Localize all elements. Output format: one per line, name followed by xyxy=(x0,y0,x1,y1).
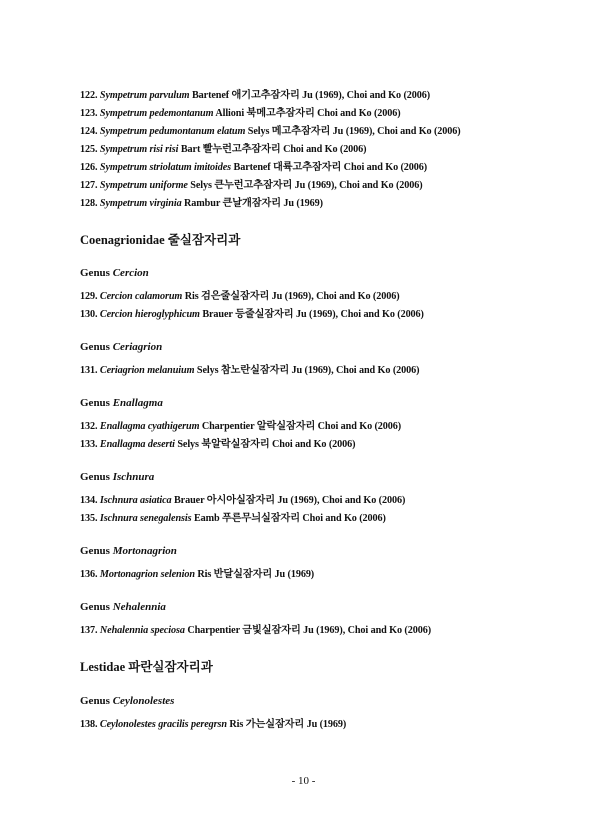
entry-number: 138. xyxy=(80,719,98,730)
species-name: Enallagma deserti xyxy=(99,439,175,450)
species-name: Enallagma cyathigerum xyxy=(99,421,200,432)
author-and-reference: Ris 가는실잠자리 Ju (1969) xyxy=(229,719,347,730)
species-name: Sympetrum risi risi xyxy=(99,144,179,155)
entry-number: 137. xyxy=(80,625,98,636)
species-name: Ceylonolestes gracilis peregrsn xyxy=(99,719,227,730)
genus-label: Genus xyxy=(80,601,110,613)
entry-number: 125. xyxy=(80,144,98,155)
entry-number: 130. xyxy=(80,309,98,320)
author-and-reference: Selys 참노란실잠자리 Ju (1969), Choi and Ko (2006) xyxy=(196,365,420,376)
entry-number: 133. xyxy=(80,439,98,450)
author-and-reference: Selys 북알락실잠자리 Choi and Ko (2006) xyxy=(177,439,356,450)
species-entry xyxy=(80,176,423,191)
species-name: Sympetrum striolatum imitoides xyxy=(99,162,232,173)
species-entry xyxy=(80,509,386,524)
species-name: Sympetrum virginia xyxy=(99,198,182,209)
species-entry xyxy=(80,86,430,101)
entry-number: 124. xyxy=(80,126,98,137)
entry-number: 128. xyxy=(80,198,98,209)
author-and-reference: Eamb 푸른무늬실잠자리 Choi and Ko (2006) xyxy=(193,513,386,524)
species-name: Ischnura asiatica xyxy=(99,495,172,506)
genus-heading xyxy=(80,695,174,707)
genus-label: Genus xyxy=(80,471,110,483)
entry-number: 126. xyxy=(80,162,98,173)
author-and-reference: Charpentier 알락실잠자리 Choi and Ko (2006) xyxy=(201,421,402,432)
entry-number: 131. xyxy=(80,365,98,376)
species-name: Cercion calamorum xyxy=(99,291,183,302)
species-entry xyxy=(80,361,419,376)
species-name: Ischnura senegalensis xyxy=(99,513,192,524)
species-entry xyxy=(80,435,355,450)
author-and-reference: Selys 메고추잠자리 Ju (1969), Choi and Ko (2006) xyxy=(247,126,461,137)
genus-name: Enallagma xyxy=(112,397,163,409)
genus-name: Ischnura xyxy=(112,471,155,483)
species-name: Ceriagrion melanuium xyxy=(99,365,195,376)
author-and-reference: Brauer 등줄실잠자리 Ju (1969), Choi and Ko (2006) xyxy=(202,309,424,320)
author-and-reference: Bartenef 대륙고추잠자리 Choi and Ko (2006) xyxy=(233,162,428,173)
genus-name: Mortonagrion xyxy=(112,545,177,557)
species-name: Nehalennia speciosa xyxy=(99,625,185,636)
family-heading: Lestidae 파란실잠자리과 xyxy=(80,660,213,674)
entry-number: 136. xyxy=(80,569,98,580)
species-name: Sympetrum uniforme xyxy=(99,180,188,191)
species-entry xyxy=(80,287,400,302)
species-entry xyxy=(80,140,366,155)
genus-label: Genus xyxy=(80,267,110,279)
genus-heading xyxy=(80,267,149,279)
genus-name: Nehalennia xyxy=(112,601,166,613)
entry-number: 129. xyxy=(80,291,98,302)
species-name: Sympetrum pedemontanum xyxy=(99,108,214,119)
genus-name: Ceylonolestes xyxy=(112,695,175,707)
genus-label: Genus xyxy=(80,341,110,353)
species-name: Cercion hieroglyphicum xyxy=(99,309,200,320)
author-and-reference: Bartenef 애기고추잠자리 Ju (1969), Choi and Ko (2006) xyxy=(191,90,431,101)
species-entry xyxy=(80,104,401,119)
entry-number: 132. xyxy=(80,421,98,432)
page-number: - 10 - xyxy=(291,775,316,787)
species-entry xyxy=(80,621,431,636)
author-and-reference: Ris 검은줄실잠자리 Ju (1969), Choi and Ko (2006) xyxy=(184,291,400,302)
genus-heading xyxy=(80,471,154,483)
species-entry xyxy=(80,565,314,580)
author-and-reference: Brauer 아시아실잠자리 Ju (1969), Choi and Ko (2006) xyxy=(173,495,406,506)
genus-heading xyxy=(80,545,177,557)
author-and-reference: Rambur 큰날개잠자리 Ju (1969) xyxy=(184,198,323,209)
genus-heading xyxy=(80,341,162,353)
species-entry xyxy=(80,158,427,173)
author-and-reference: Selys 큰누런고추잠자리 Ju (1969), Choi and Ko (2006) xyxy=(190,180,423,191)
genus-label: Genus xyxy=(80,545,110,557)
species-name: Mortonagrion selenion xyxy=(99,569,195,580)
species-entry xyxy=(80,417,401,432)
genus-heading xyxy=(80,397,163,409)
genus-name: Cercion xyxy=(112,267,149,279)
author-and-reference: Bart 빨누런고추잠자리 Choi and Ko (2006) xyxy=(180,144,367,155)
species-entry xyxy=(80,305,424,320)
species-entry xyxy=(80,715,346,730)
author-and-reference: Charpentier 금빛실잠자리 Ju (1969), Choi and Ko (2006) xyxy=(187,625,431,636)
entry-number: 122. xyxy=(80,90,98,101)
entry-number: 127. xyxy=(80,180,98,191)
species-name: Sympetrum pedumontanum elatum xyxy=(99,126,246,137)
genus-label: Genus xyxy=(80,695,110,707)
species-entry xyxy=(80,491,405,506)
entry-number: 134. xyxy=(80,495,98,506)
genus-name: Ceriagrion xyxy=(112,341,163,353)
author-and-reference: Allioni 북메고추잠자리 Choi and Ko (2006) xyxy=(215,108,401,119)
genus-label: Genus xyxy=(80,397,110,409)
entry-number: 123. xyxy=(80,108,98,119)
species-name: Sympetrum parvulum xyxy=(99,90,190,101)
family-heading: Coenagrionidae 줄실잠자리과 xyxy=(80,233,241,247)
species-entry xyxy=(80,122,461,137)
species-entry xyxy=(80,194,323,209)
author-and-reference: Ris 반달실잠자리 Ju (1969) xyxy=(197,569,315,580)
genus-heading xyxy=(80,601,166,613)
entry-number: 135. xyxy=(80,513,98,524)
